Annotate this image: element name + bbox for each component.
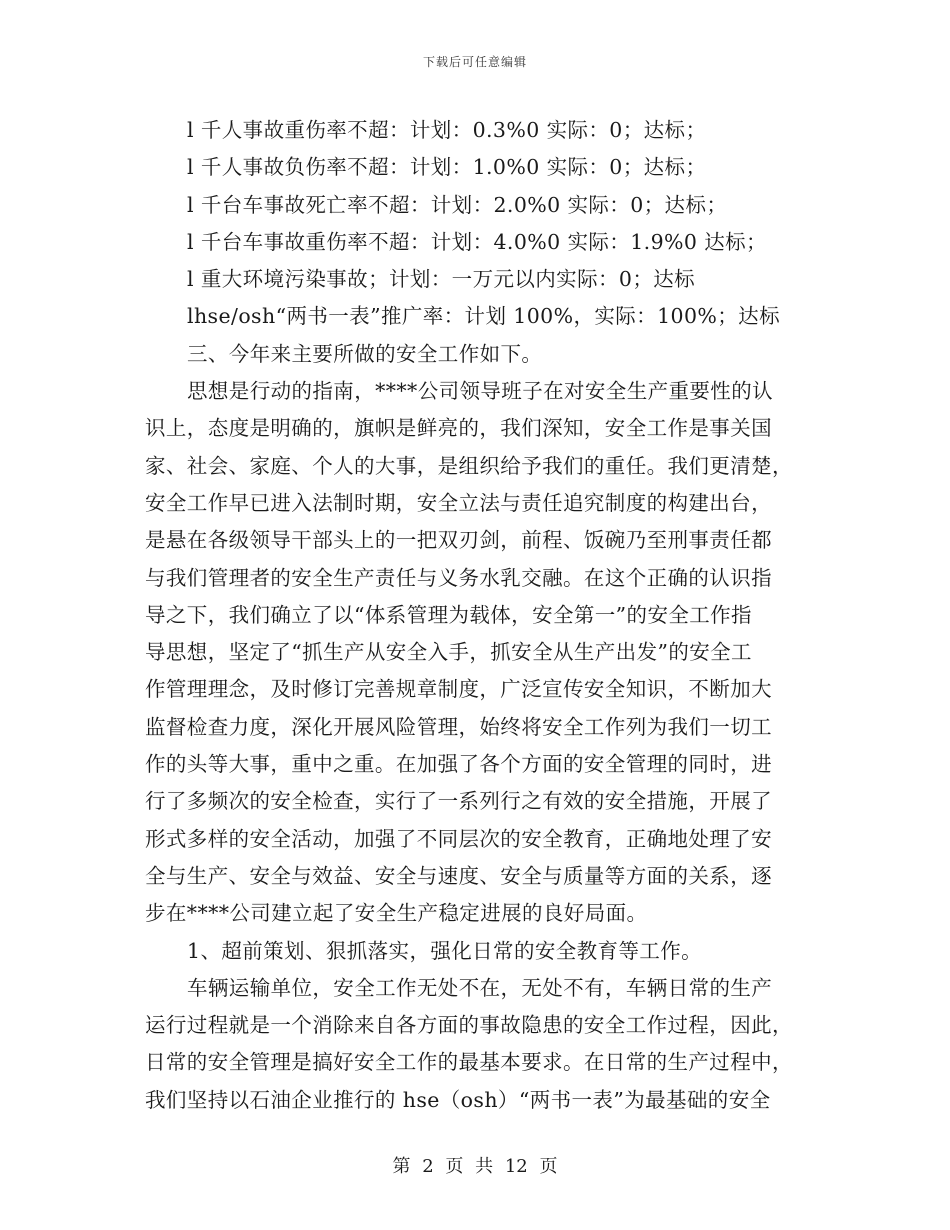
text-line: 作管理理念，及时修订完善规章制度，广泛宣传安全知识，不断加大 (145, 677, 772, 702)
text-line: l 千台车事故死亡率不超：计划：2.0%0 实际：0；达标； (187, 192, 728, 217)
text-line: l 千人事故负伤率不超：计划：1.0%0 实际：0；达标； (187, 155, 707, 180)
text-line: 车辆运输单位，安全工作无处不在，无处不有，车辆日常的生产 (187, 975, 773, 1000)
section-heading: 三、今年来主要所做的安全工作如下。 (187, 341, 543, 366)
text-line: 我们坚持以石油企业推行的 hse（osh）“两书一表”为最基础的安全 (145, 1087, 771, 1112)
text-line: lhse/osh“两书一表”推广率：计划 100%，实际：100%；达标 (187, 304, 780, 329)
text-line: 识上，态度是明确的，旗帜是鲜亮的，我们深知，安全工作是事关国 (145, 416, 772, 441)
page-number-footer: 第 2 页 共 12 页 (392, 1156, 558, 1177)
text-line: 导思想，坚定了“抓生产从安全入手，抓安全从生产出发”的安全工 (145, 640, 752, 665)
text-line: 行了多频次的安全检查，实行了一系列行之有效的安全措施，开展了 (145, 789, 772, 814)
text-line: 监督检查力度，深化开展风险管理，始终将安全工作列为我们一切工 (145, 714, 772, 739)
text-line: 思想是行动的指南，****公司领导班子在对安全生产重要性的认 (187, 379, 773, 404)
text-line: l 千人事故重伤率不超：计划：0.3%0 实际：0；达标； (187, 118, 707, 142)
text-line: 家、社会、家庭、个人的大事，是组织给予我们的重任。我们更清楚， (145, 453, 793, 478)
document-body (145, 112, 805, 1119)
text-line: 是悬在各级领导干部头上的一把双刃剑，前程、饭碗乃至刑事责任都 (145, 528, 772, 553)
text-line: 安全工作早已进入法制时期，安全立法与责任追究制度的构建出台， (145, 490, 772, 515)
page-header: 下载后可任意编辑 (422, 55, 527, 69)
text-line: 形式多样的安全活动，加强了不同层次的安全教育，正确地处理了安 (145, 826, 772, 851)
text-line: 日常的安全管理是搞好安全工作的最基本要求。在日常的生产过程中， (145, 1050, 793, 1075)
text-line: 导之下，我们确立了以“体系管理为载体，安全第一”的安全工作指 (145, 602, 752, 627)
subsection-heading: 1、超前策划、狠抓落实，强化日常的安全教育等工作。 (187, 938, 703, 963)
text-line: 步在****公司建立起了安全生产稳定进展的良好局面。 (145, 901, 648, 926)
text-line: l 重大环境污染事故；计划：一万元以内实际：0；达标 (187, 267, 696, 292)
text-line: l 千台车事故重伤率不超：计划：4.0%0 实际：1.9%0 达标； (187, 229, 767, 254)
text-line: 全与生产、安全与效益、安全与速度、安全与质量等方面的关系，逐 (145, 863, 772, 888)
text-line: 作的头等大事，重中之重。在加强了各个方面的安全管理的同时，进 (145, 752, 772, 777)
text-line: 与我们管理者的安全生产责任与义务水乳交融。在这个正确的认识指 (145, 565, 772, 590)
text-line: 运行过程就是一个消除来自各方面的事故隐患的安全工作过程，因此， (145, 1013, 793, 1038)
